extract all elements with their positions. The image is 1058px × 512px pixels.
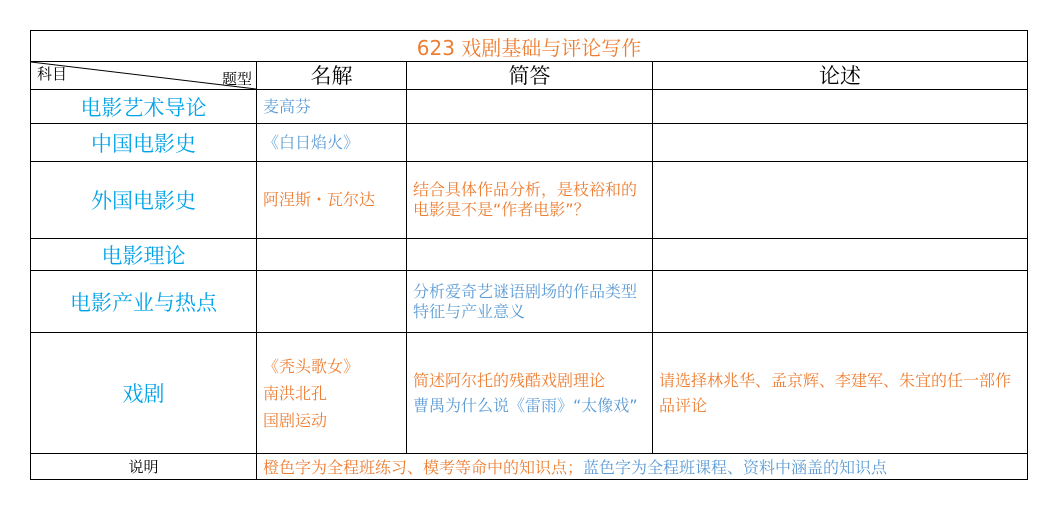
table-row <box>31 90 1028 124</box>
mingjie-item: 国剧运动 <box>263 410 328 430</box>
jianda-item: 结合具体作品分析，是枝裕和的电影是不是“作者电影”？ <box>413 180 638 219</box>
lunshu-cell <box>653 239 1028 271</box>
mingjie-cell <box>257 239 407 271</box>
table-row <box>31 271 1028 333</box>
subject-cell: 戏剧 <box>31 333 257 454</box>
table-row <box>31 124 1028 162</box>
lunshu-cell <box>653 333 1028 454</box>
table-row <box>31 162 1028 239</box>
note-cell <box>257 454 1028 480</box>
jianda-cell <box>407 90 653 124</box>
exam-topic-table <box>30 30 1028 480</box>
lunshu-cell <box>653 162 1028 239</box>
mingjie-item: 《秃头歌女》 <box>263 356 360 376</box>
subject-cell: 电影艺术导论 <box>31 90 257 124</box>
subject-cell: 外国电影史 <box>31 162 257 239</box>
jianda-cell <box>407 124 653 162</box>
jianda-cell <box>407 239 653 271</box>
jianda-item: 简述阿尔托的残酷戏剧理论 <box>413 371 606 390</box>
subject-cell: 中国电影史 <box>31 124 257 162</box>
lunshu-cell <box>653 271 1028 333</box>
mingjie-item: 《白日焰火》 <box>263 132 360 152</box>
mingjie-cell <box>257 271 407 333</box>
jianda-item: 分析爱奇艺谜语剧场的作品类型特征与产业意义 <box>413 281 638 321</box>
mingjie-cell <box>257 333 407 454</box>
mingjie-item: 南洪北孔 <box>263 383 328 403</box>
mingjie-cell <box>257 90 407 124</box>
note-blue-text: 蓝色字为全程班课程、资料中涵盖的知识点 <box>583 458 888 477</box>
column-header-lunshu: 论述 <box>653 62 1028 90</box>
mingjie-item: 麦高芬 <box>263 96 312 116</box>
mingjie-cell <box>257 124 407 162</box>
lunshu-cell <box>653 124 1028 162</box>
mingjie-cell <box>257 162 407 239</box>
table-row <box>31 239 1028 271</box>
mingjie-item: 阿涅斯・瓦尔达 <box>263 190 376 209</box>
subject-cell: 电影理论 <box>31 239 257 271</box>
corner-type-label: 题型 <box>221 70 252 88</box>
jianda-cell <box>407 162 653 239</box>
corner-header-cell <box>31 62 257 90</box>
note-orange-text: 橙色字为全程班练习、模考等命中的知识点； <box>263 458 584 477</box>
jianda-cell <box>407 271 653 333</box>
corner-subject-label: 科目 <box>37 65 68 83</box>
jianda-cell <box>407 333 653 454</box>
table-row <box>31 333 1028 454</box>
subject-cell: 电影产业与热点 <box>31 271 257 333</box>
lunshu-cell <box>653 90 1028 124</box>
jianda-item: 曹禺为什么说《雷雨》“太像戏” <box>413 396 638 415</box>
note-label: 说明 <box>31 454 257 480</box>
column-header-jianda: 简答 <box>407 62 653 90</box>
column-header-mingjie: 名解 <box>257 62 407 90</box>
lunshu-item: 请选择林兆华、孟京辉、李建军、朱宜的任一部作品评论 <box>659 371 1012 415</box>
table-title: 623 戏剧基础与评论写作 <box>31 31 1028 62</box>
